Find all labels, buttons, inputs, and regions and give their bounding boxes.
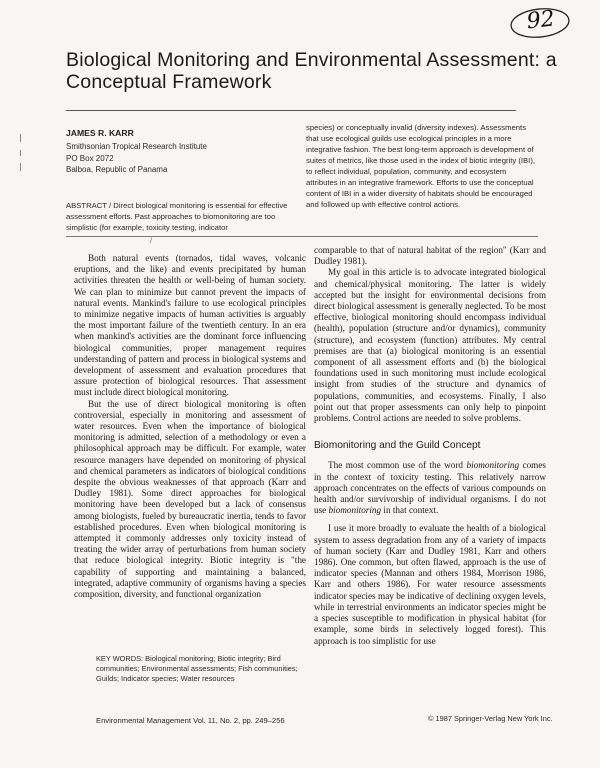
page-number-text: 92 — [525, 6, 556, 35]
copyright-notice: © 1987 Springer-Verlag New York Inc. — [428, 714, 553, 723]
keywords: KEY WORDS: Biological monitoring; Biotic integrity; Bird communities; Environmental assessments; Fish communities; Guilds; Indicator species; Water resources — [96, 654, 298, 683]
body-column-right — [314, 245, 546, 647]
title-rule — [66, 110, 516, 111]
body-paragraph: But the use of direct biological monitoring is often controversial, especially in monitoring and assessment of water resources. Even when the importance of biological monitoring is admitted, selection of a methodology or even a philosophical approach may be difficult. For example, water resource managers have depended on monitoring of physical and chemical parameters as indicators of biological conditions despite the obvious weaknesses of that approach (Karr and Dudley 1981). Some direct approaches for biological monitoring have been developed but a lack of consensus among biologists, fueled by bureaucratic inertia, tends to favor established procedures. Even when biological monitoring is attempted it commonly addresses only toxicity instead of treating the wider array of perturbations from human society that reduce biological integrity. Biotic integrity is "the capability of supporting and maintaining a balanced, integrated, adaptive community of organisms having a species composition, diversity, and functional organization — [74, 398, 306, 600]
abstract-tick-mark: / — [150, 238, 152, 245]
body-column-left — [74, 253, 306, 600]
text-run: in that context. — [381, 505, 439, 516]
body-paragraph-continued: comparable to that of natural habitat of the region" (Karr and Dudley 1981). — [314, 245, 546, 267]
affiliation-line: Balboa, Republic of Panama — [66, 165, 168, 174]
author-affiliation — [66, 141, 207, 176]
body-paragraph: I use it more broadly to evaluate the health of a biological system to assess degradation from any of a variety of impacts of human society (Karr and Dudley 1981, Karr and others 1986). One common, but often flawed, approach is the use of indicator species (Mannan and others 1984, Morrison 1986, Karr and others 1986). For water resource assessments indicator species may be indicative of declining oxygen levels, while in terrestrial environments an indicator species might be a species susceptible to modification in physical habitat (for example, some birds in selectively logged forest). This approach is too simplistic for use — [314, 523, 546, 646]
affiliation-line: PO Box 2072 — [66, 153, 114, 163]
handwritten-page-number — [506, 3, 573, 44]
body-paragraph — [314, 460, 546, 516]
section-heading: Biomonitoring and the Guild Concept — [314, 440, 481, 452]
body-paragraph: My goal in this article is to advocate integrated biological and chemical/physical monitoring. The latter is widely accepted but the insight for environmental decisions from direct biological assessment is generally neglected. To be most effective, biological monitoring should encompass individual (health), population (structure and/or dynamics), community (structure), and ecosystem (function) attributes. My central premises are that (a) biological monitoring is an essential component of all assessment efforts and (b) the biological foundations used in such monitoring must include ecological insight from studies of the structure and dynamics of populations, communities, and ecosystems. Finally, I also point out that proper assessments can only help to pinpoint problems. Control actions are needed to solve problems. — [314, 267, 546, 424]
margin-mark — [20, 150, 21, 156]
text-run: The most common use of the word — [328, 460, 467, 471]
journal-citation: Environmental Management Vol. 11, No. 2, pp. 249–256 — [96, 716, 285, 725]
body-paragraph: Both natural events (tornados, tidal waves, volcanic eruptions, and the like) and events precipitated by human activities threaten the health or well-being of human society. We can plan to minimize but cannot prevent the impacts of natural events. Mankind's failure to use ecological principles to minimize negative impacts of human activities is arguably the most important failure of the twentieth century. In an era when mankind's activities are the dominant force influencing biological communities, proper management requires understanding of pattern and process in biological systems and development of assessment and evaluation procedures that assure protection of biological resources. That assessment must include direct biological monitoring. — [74, 253, 306, 398]
margin-mark — [20, 163, 21, 171]
affiliation-line: Smithsonian Tropical Research Institute — [66, 142, 207, 151]
italic-term: biomonitoring — [466, 460, 520, 471]
author-name: JAMES R. KARR — [66, 128, 134, 138]
abstract-part-2: species) or conceptually invalid (diversity indexes). Assessments that use ecological guilds use ecological principles in a more integrative fashion. The best long-term approach is development of suites of metrics, like those used in the index of biotic integrity (IBI), to reflect individual, population, community, and ecosystem attributes in an integrative framework. Efforts to use the conceptual content of IBI in a wider diversity of habitats should be encouraged and followed up with effective control actions. — [306, 123, 536, 209]
abstract-rule — [66, 236, 538, 237]
text-run: comes in the context of toxicity testing. This relatively narrow approach concentrates on the effects of various compounds on health and/or survivorship of individual organisms. I do not use — [314, 460, 546, 516]
article-title: Biological Monitoring and Environmental Assessment: a Conceptual Framework — [66, 49, 557, 93]
italic-term: biomonitoring — [328, 505, 382, 516]
abstract-part-1: ABSTRACT / Direct biological monitoring is essential for effective assessment efforts. Past approaches to biomonitoring are too simplistic (for example, toxicity testing, indicator — [66, 201, 288, 232]
margin-mark — [20, 134, 21, 142]
